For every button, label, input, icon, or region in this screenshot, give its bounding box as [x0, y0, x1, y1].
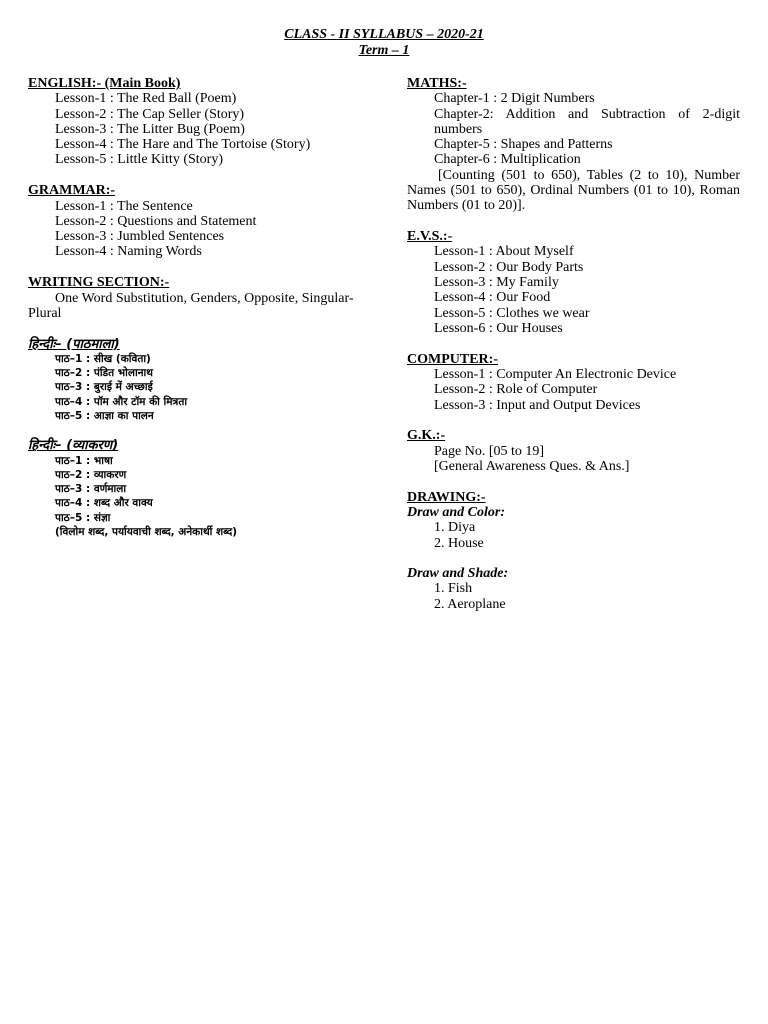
hindi-pathmala-lesson-2: पाठ–2 : पंडित भोलानाथ — [55, 367, 153, 380]
gk-heading: G.K.:- — [407, 428, 446, 444]
computer-lesson-1: Lesson-1 : Computer An Electronic Device — [434, 367, 677, 383]
maths-chapter-5: Chapter-5 : Shapes and Patterns — [434, 137, 613, 153]
hindi-pathmala-lesson-3: पाठ–3 : बुराई में अच्छाई — [55, 381, 153, 394]
drawing-heading: DRAWING:- — [407, 489, 486, 505]
draw-shade-item-2: 2. Aeroplane — [434, 596, 506, 612]
grammar-lesson-2: Lesson-2 : Questions and Statement — [55, 213, 257, 229]
evs-lesson-5: Lesson-5 : Clothes we wear — [434, 305, 590, 321]
hindi-pathmala-section — [28, 337, 368, 423]
writing-heading: WRITING SECTION:- — [28, 275, 170, 291]
evs-lesson-1: Lesson-1 : About Myself — [434, 244, 574, 260]
drawing-section — [407, 490, 740, 612]
evs-lesson-3: Lesson-3 : My Family — [434, 275, 559, 291]
draw-shade-item-1: 1. Fish — [434, 581, 473, 597]
hindi-vyakaran-extra: (विलोम शब्द, पर्यायवाची शब्द, अनेकार्थी शब्द) — [55, 525, 238, 538]
evs-lesson-4: Lesson-4 : Our Food — [434, 290, 551, 306]
draw-color-item-2: 2. House — [434, 535, 484, 551]
draw-shade-heading: Draw and Shade: — [407, 566, 509, 582]
title-line-1: CLASS - II SYLLABUS – 2020-21 — [284, 27, 484, 42]
maths-note: [Counting (501 to 650), Tables (2 to 10), Number Names (501 to 650), Ordinal Numbers (01 to 10), Roman Numbers (01 to 20)]. — [407, 167, 740, 214]
hindi-vyakaran-lesson-1: पाठ–1 : भाषा — [55, 454, 113, 467]
computer-lesson-2: Lesson-2 : Role of Computer — [434, 382, 598, 398]
maths-heading: MATHS:- — [407, 76, 467, 91]
english-lesson-5: Lesson-5 : Little Kitty (Story) — [55, 152, 223, 168]
hindi-vyakaran-lesson-4: पाठ–4 : शब्द और वाक्य — [55, 497, 153, 510]
english-lesson-1: Lesson-1 : The Red Ball (Poem) — [55, 91, 237, 107]
draw-color-heading: Draw and Color: — [407, 505, 506, 521]
left-column — [28, 76, 368, 554]
hindi-pathmala-lesson-1: पाठ–1 : सीख (कविता) — [55, 352, 151, 365]
writing-section — [28, 275, 368, 321]
evs-lesson-2: Lesson-2 : Our Body Parts — [434, 259, 584, 275]
gk-pages: Page No. [05 to 19] — [434, 443, 545, 459]
hindi-pathmala-lesson-4: पाठ–4 : पॉम और टॉम की मित्रता — [55, 395, 188, 408]
title-line-2: Term – 1 — [358, 43, 410, 58]
english-heading: ENGLISH:- (Main Book) — [28, 76, 181, 91]
english-section — [28, 76, 368, 168]
english-lesson-4: Lesson-4 : The Hare and The Tortoise (Story) — [55, 137, 311, 153]
hindi-pathmala-lesson-5: पाठ–5 : आज्ञा का पालन — [55, 409, 154, 422]
grammar-section — [28, 183, 368, 259]
grammar-lesson-4: Lesson-4 : Naming Words — [55, 244, 202, 260]
computer-section — [407, 352, 740, 413]
hindi-vyakaran-heading: हिन्दीः– (व्याकरण) — [28, 438, 119, 454]
right-column — [407, 76, 740, 627]
gk-description: [General Awareness Ques. & Ans.] — [434, 459, 630, 475]
evs-section — [407, 229, 740, 336]
maths-section — [407, 76, 740, 214]
grammar-lesson-3: Lesson-3 : Jumbled Sentences — [55, 229, 225, 245]
maths-chapter-6: Chapter-6 : Multiplication — [434, 152, 581, 168]
maths-chapter-2: Chapter-2: Addition and Subtraction of 2-digit numbers — [434, 106, 740, 137]
gk-section — [407, 428, 740, 474]
evs-heading: E.V.S.:- — [407, 229, 453, 245]
maths-chapter-1: Chapter-1 : 2 Digit Numbers — [434, 91, 595, 107]
grammar-lesson-1: Lesson-1 : The Sentence — [55, 198, 193, 214]
english-lesson-2: Lesson-2 : The Cap Seller (Story) — [55, 106, 245, 122]
hindi-pathmala-heading: हिन्दीः– (पाठमाला) — [28, 336, 120, 352]
english-lesson-3: Lesson-3 : The Litter Bug (Poem) — [55, 121, 245, 137]
hindi-vyakaran-lesson-5: पाठ–5 : संज्ञा — [55, 511, 111, 524]
computer-lesson-3: Lesson-3 : Input and Output Devices — [434, 397, 641, 413]
hindi-vyakaran-section — [28, 438, 368, 539]
hindi-vyakaran-lesson-2: पाठ–2 : व्याकरण — [55, 468, 127, 481]
draw-color-item-1: 1. Diya — [434, 520, 476, 536]
computer-heading: COMPUTER:- — [407, 351, 498, 367]
document-title — [0, 27, 768, 59]
grammar-heading: GRAMMAR:- — [28, 183, 116, 199]
hindi-vyakaran-lesson-3: पाठ–3 : वर्णमाला — [55, 483, 127, 496]
writing-topics: One Word Substitution, Genders, Opposite, Singular-Plural — [28, 290, 354, 321]
evs-lesson-6: Lesson-6 : Our Houses — [434, 320, 563, 336]
